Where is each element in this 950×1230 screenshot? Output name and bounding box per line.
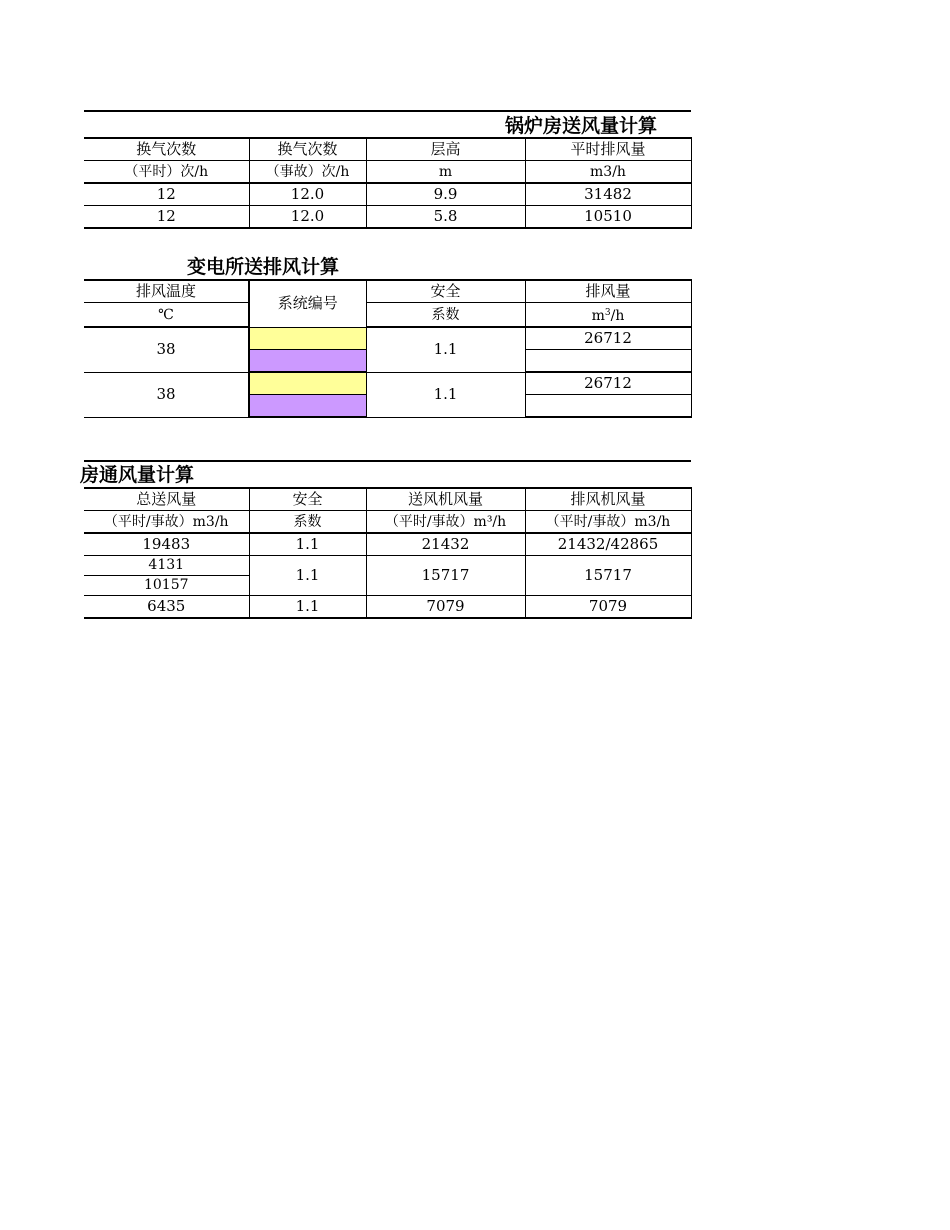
system-code-cell-purple[interactable] bbox=[249, 350, 366, 373]
boiler-room-table bbox=[84, 137, 692, 229]
section2-title: 变电所送排风计算 bbox=[187, 256, 340, 278]
data-cell: 21432/42865 bbox=[525, 533, 691, 556]
section3-title: 房通风量计算 bbox=[80, 464, 195, 486]
data-cell bbox=[525, 350, 691, 373]
data-cell: 6435 bbox=[84, 596, 249, 619]
system-code-cell-yellow[interactable] bbox=[249, 327, 366, 350]
data-cell: 12 bbox=[84, 206, 249, 229]
data-cell: 26712 bbox=[525, 372, 691, 395]
header-cell: 总送风量 bbox=[84, 488, 249, 511]
unit-cell: 系数 bbox=[366, 303, 525, 328]
header-cell: 换气次数 bbox=[84, 138, 249, 161]
section1-title: 锅炉房送风量计算 bbox=[505, 115, 658, 137]
ventilation-table bbox=[84, 487, 692, 619]
header-cell: 层高 bbox=[366, 138, 525, 161]
data-cell: 1.1 bbox=[249, 596, 366, 619]
header-cell: 平时排风量 bbox=[525, 138, 691, 161]
data-cell: 4131 bbox=[84, 556, 249, 576]
data-cell: 38 bbox=[84, 327, 249, 372]
header-cell: 送风机风量 bbox=[366, 488, 525, 511]
section3-top-rule bbox=[84, 460, 691, 462]
data-cell: 12 bbox=[84, 183, 249, 206]
data-cell: 10157 bbox=[84, 576, 249, 596]
section1-top-rule bbox=[84, 110, 691, 112]
data-cell: 15717 bbox=[525, 556, 691, 596]
data-cell: 1.1 bbox=[249, 556, 366, 596]
system-code-cell-purple[interactable] bbox=[249, 395, 366, 418]
header-cell: 安全 bbox=[249, 488, 366, 511]
data-cell: 10510 bbox=[525, 206, 691, 229]
unit-cell: （平时）次/h bbox=[84, 161, 249, 184]
header-cell: 系统编号 bbox=[249, 280, 366, 327]
unit-cell: （事故）次/h bbox=[249, 161, 366, 184]
data-cell: 1.1 bbox=[249, 533, 366, 556]
data-cell: 7079 bbox=[525, 596, 691, 619]
header-cell: 排风温度 bbox=[84, 280, 249, 303]
substation-table bbox=[84, 279, 692, 418]
data-cell: 7079 bbox=[366, 596, 525, 619]
header-cell: 安全 bbox=[366, 280, 525, 303]
unit-cell: 系数 bbox=[249, 511, 366, 534]
unit-cell: m bbox=[366, 161, 525, 184]
data-cell: 31482 bbox=[525, 183, 691, 206]
data-cell: 1.1 bbox=[366, 372, 525, 417]
data-cell: 26712 bbox=[525, 327, 691, 350]
header-cell: 排风机风量 bbox=[525, 488, 691, 511]
unit-cell: ℃ bbox=[84, 303, 249, 328]
data-cell: 12.0 bbox=[249, 206, 366, 229]
header-cell: 换气次数 bbox=[249, 138, 366, 161]
unit-cell: （平时/事故）m3/h bbox=[84, 511, 249, 534]
data-cell bbox=[525, 395, 691, 418]
unit-cell: （平时/事故）m3/h bbox=[525, 511, 691, 534]
data-cell: 15717 bbox=[366, 556, 525, 596]
data-cell: 38 bbox=[84, 372, 249, 417]
system-code-cell-yellow[interactable] bbox=[249, 372, 366, 395]
data-cell: 21432 bbox=[366, 533, 525, 556]
header-cell: 排风量 bbox=[525, 280, 691, 303]
data-cell: 1.1 bbox=[366, 327, 525, 372]
unit-cell: m3/h bbox=[525, 161, 691, 184]
unit-cell: （平时/事故）m³/h bbox=[366, 511, 525, 534]
data-cell: 19483 bbox=[84, 533, 249, 556]
data-cell: 12.0 bbox=[249, 183, 366, 206]
unit-cell: $m^3/h$ bbox=[525, 303, 691, 328]
data-cell: 9.9 bbox=[366, 183, 525, 206]
data-cell: 5.8 bbox=[366, 206, 525, 229]
